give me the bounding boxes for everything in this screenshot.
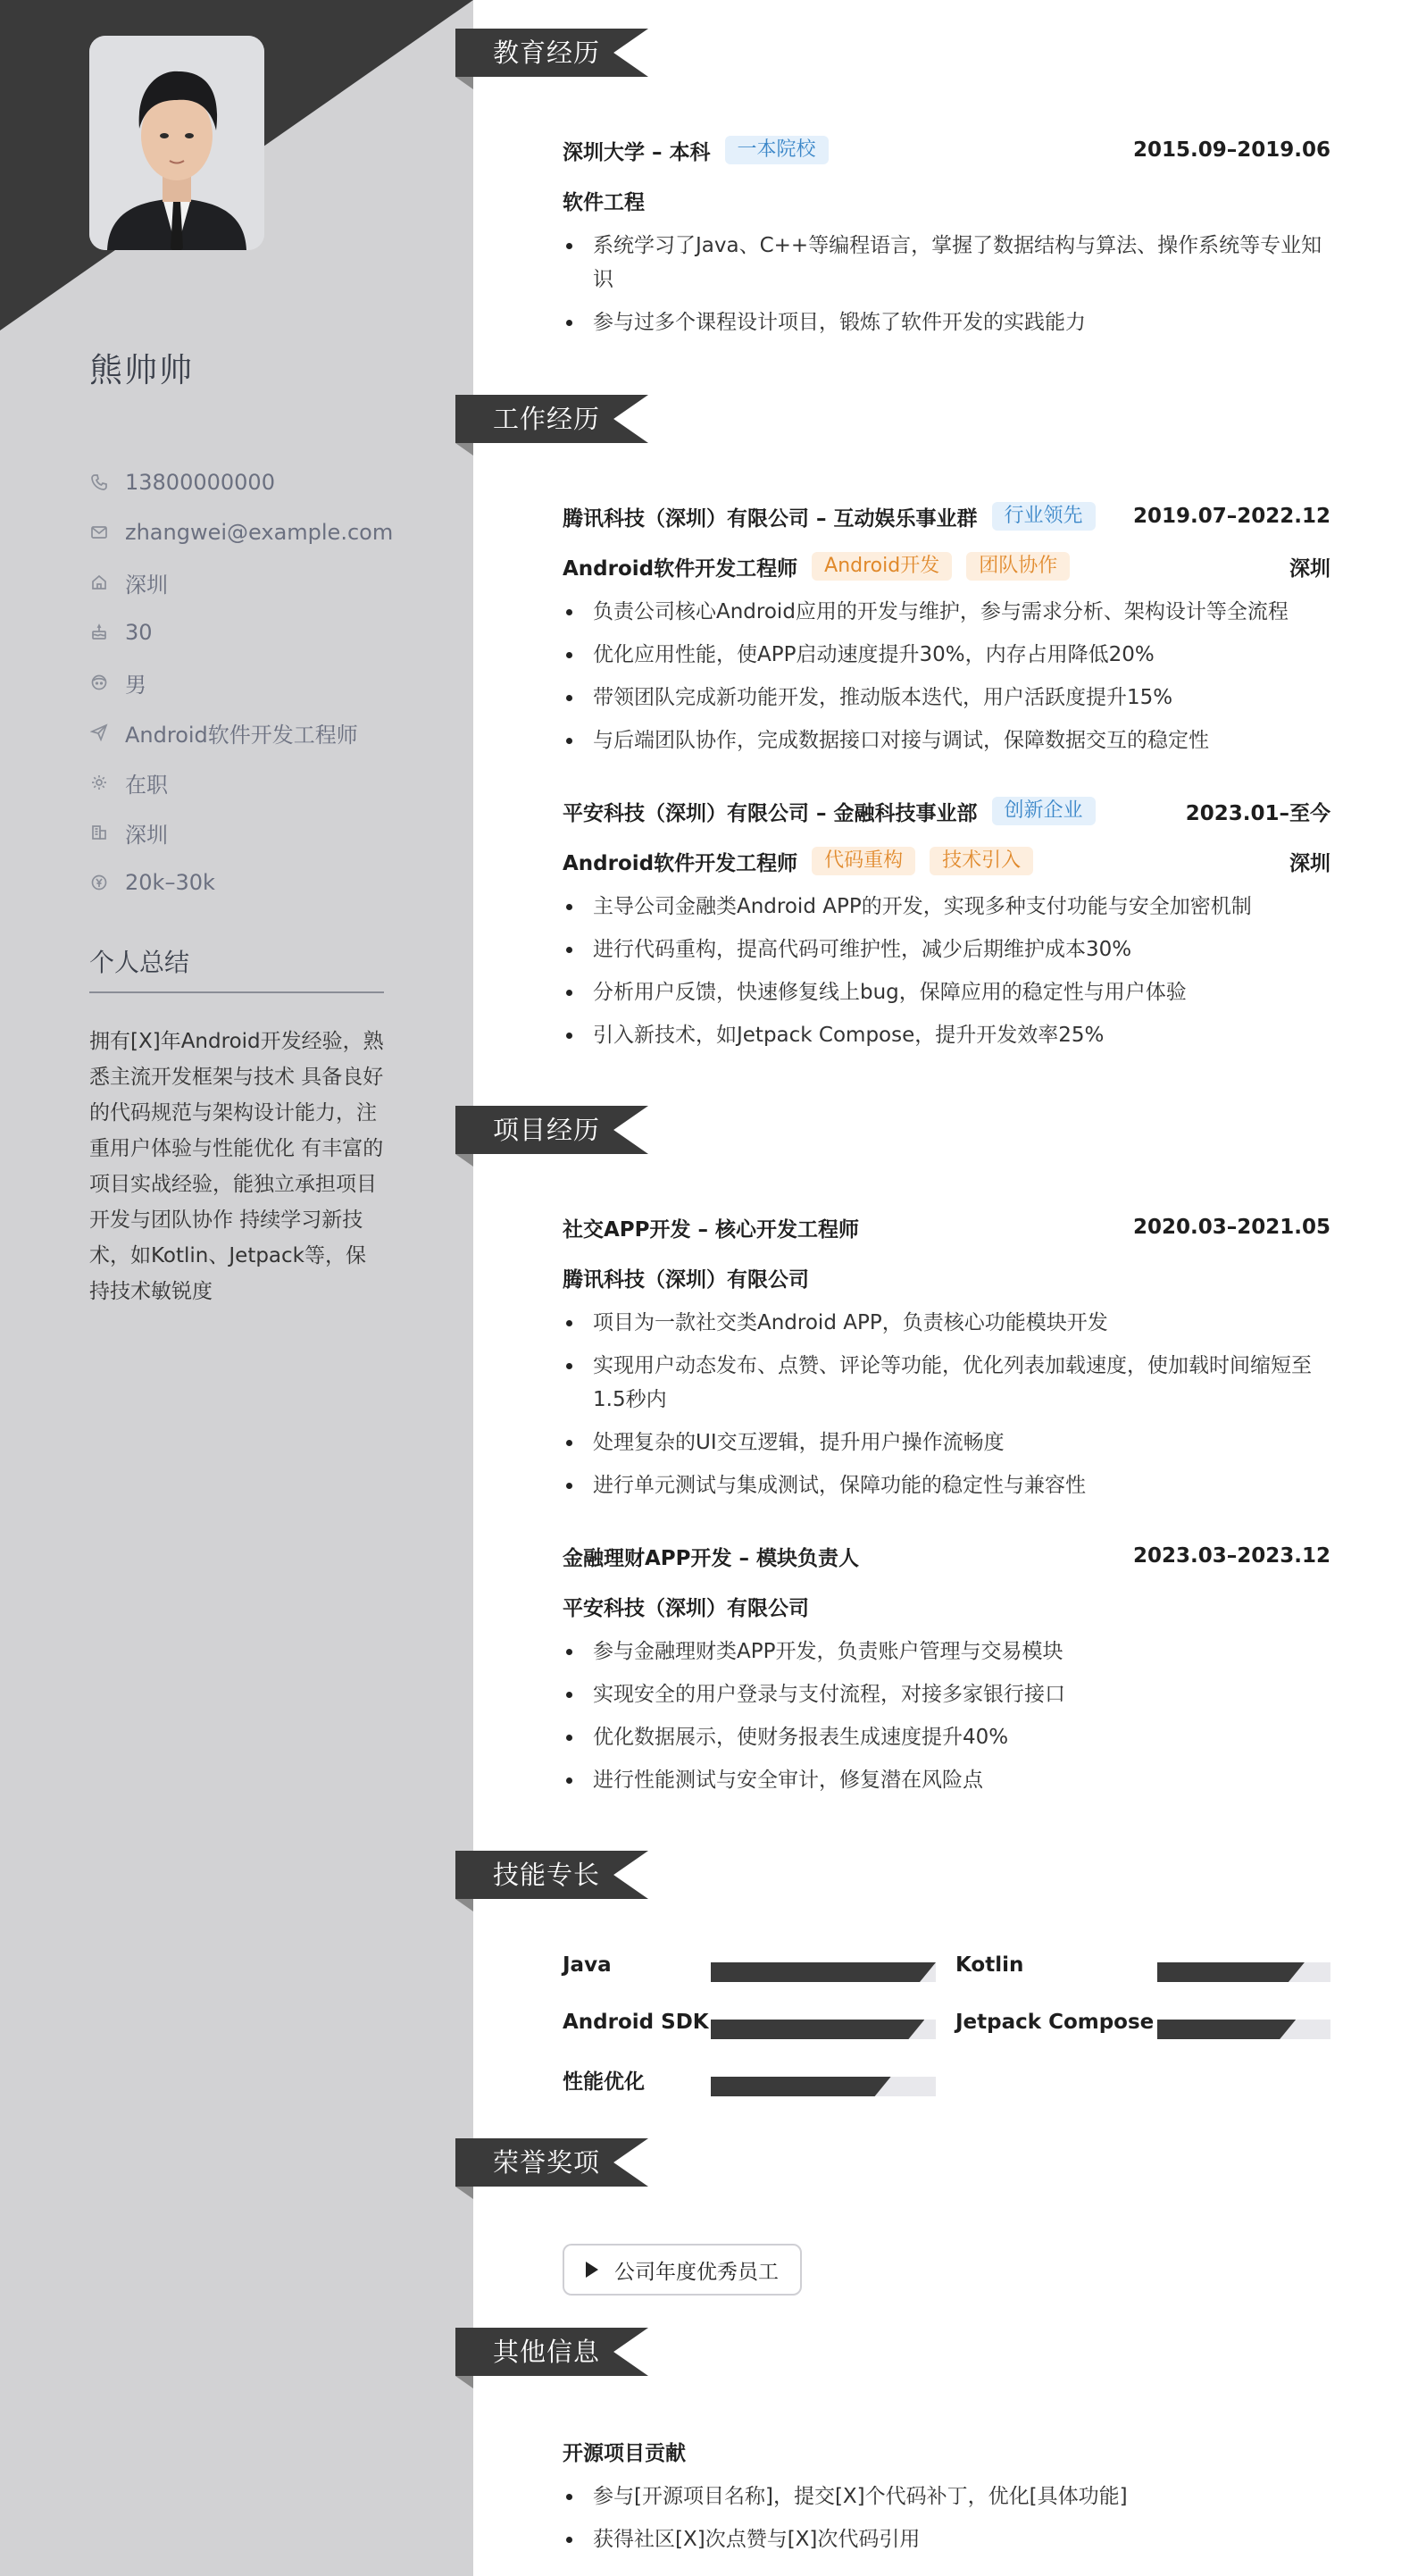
school-tag: 一本院校: [725, 136, 829, 164]
list-item: 进行单元测试与集成测试，保障功能的稳定性与兼容性: [563, 1468, 1330, 1502]
work-city: 深圳: [1289, 851, 1330, 875]
gear-icon: [89, 773, 109, 792]
info-age: [89, 607, 393, 657]
section-projects-title: 项目经历: [493, 1115, 601, 1145]
target-city-value: 深圳: [125, 822, 168, 848]
phone-value: 13800000000: [125, 470, 275, 495]
summary-text: 拥有[X]年Android开发经验，熟悉主流开发框架与技术 具备良好的代码规范与架构设计能力，注重用户体验与性能优化 有丰富的项目实战经验，能独立承担项目开发与团队协作 持续学习新技术，如Kotlin、Jetpack等，保持技术敏锐度: [89, 1030, 384, 1303]
skill-bar: [1157, 2020, 1330, 2039]
list-item: 系统学习了Java、C++等编程语言，掌握了数据结构与算法、操作系统等专业知识: [563, 229, 1330, 297]
contact-info-list: [89, 457, 393, 907]
section-skills: [455, 1851, 652, 1901]
skill-bar: [1157, 1962, 1330, 1982]
gender-face-icon: [89, 673, 109, 692]
work-bullets: [563, 890, 1330, 1052]
skill-name: 性能优化: [563, 2070, 645, 2094]
project-company: 平安科技（深圳）有限公司: [563, 1596, 809, 1620]
info-target-city: [89, 807, 393, 857]
other-bullets: [563, 2480, 1330, 2556]
school-name: 深圳大学 – 本科: [563, 140, 711, 164]
project-bullets: [563, 1635, 1330, 1797]
project-entry-2: [563, 1538, 1330, 1806]
company-tag: 行业领先: [992, 502, 1096, 531]
status-value: 在职: [125, 772, 168, 798]
list-item: 引入新技术，如Jetpack Compose，提升开发效率25%: [563, 1018, 1330, 1052]
skill-bar-fill: [1157, 2020, 1296, 2039]
list-item: 带领团队完成新功能开发，推动版本迭代，用户活跃度提升15%: [563, 681, 1330, 715]
skill-item: [563, 1947, 612, 1983]
major-name: 软件工程: [563, 190, 645, 214]
home-icon: [89, 573, 109, 592]
list-item: 进行性能测试与安全审计，修复潜在风险点: [563, 1763, 1330, 1797]
info-location: [89, 557, 393, 607]
avatar: [89, 36, 264, 250]
education-entry: [563, 132, 1330, 348]
project-name: 金融理财APP开发 – 模块负责人: [563, 1546, 860, 1570]
info-status: [89, 757, 393, 807]
skill-bar-fill: [711, 1962, 936, 1982]
list-item: 分析用户反馈，快速修复线上bug，保障应用的稳定性与用户体验: [563, 975, 1330, 1009]
info-email: [89, 507, 393, 557]
project-date: 2023.03–2023.12: [1132, 1544, 1330, 1568]
skill-bar-fill: [711, 2077, 891, 2096]
company-tag: 创新企业: [992, 797, 1096, 825]
skill-bar-fill: [711, 2020, 924, 2039]
list-item: 主导公司金融类Android APP的开发，实现多种支付功能与安全加密机制: [563, 890, 1330, 924]
list-item: 负责公司核心Android应用的开发与维护，参与需求分析、架构设计等全流程: [563, 595, 1330, 629]
other-entry: [563, 2433, 1330, 2565]
role-tag: Android开发: [812, 552, 952, 581]
skill-name: Jetpack Compose: [955, 2011, 1155, 2034]
skill-item: [955, 1947, 1023, 1983]
skill-bar: [711, 1962, 936, 1982]
work-city: 深圳: [1289, 556, 1330, 581]
list-item: 实现安全的用户登录与支付流程，对接多家银行接口: [563, 1677, 1330, 1711]
skill-name: Java: [563, 1953, 612, 1977]
role-name: Android软件开发工程师: [563, 556, 798, 581]
project-date: 2020.03–2021.05: [1132, 1216, 1330, 1239]
list-item: 项目为一款社交类Android APP，负责核心功能模块开发: [563, 1306, 1330, 1340]
section-education: [455, 29, 652, 79]
section-honors-title: 荣誉奖项: [493, 2147, 601, 2178]
list-item: 参与金融理财类APP开发，负责账户管理与交易模块: [563, 1635, 1330, 1669]
section-education-title: 教育经历: [493, 38, 601, 68]
section-projects: [455, 1106, 652, 1156]
main-content: [473, 0, 1418, 2576]
gender-value: 男: [125, 672, 146, 698]
info-position: [89, 707, 393, 757]
work-entry-1: [563, 498, 1330, 766]
info-salary: [89, 857, 393, 907]
work-entry-2: [563, 793, 1330, 1061]
skill-bar-fill: [1157, 1962, 1305, 1982]
list-item: 优化应用性能，使APP启动速度提升30%，内存占用降低20%: [563, 638, 1330, 672]
play-icon: [586, 2262, 598, 2278]
list-item: 实现用户动态发布、点赞、评论等功能，优化列表加载速度，使加载时间缩短至1.5秒内: [563, 1349, 1330, 1417]
skill-name: Kotlin: [955, 1953, 1024, 1977]
work-date: 2019.07–2022.12: [1132, 505, 1330, 528]
portrait-image: [89, 36, 264, 250]
role-tag: 技术引入: [930, 847, 1033, 875]
education-bullets: [563, 229, 1330, 339]
project-company: 腾讯科技（深圳）有限公司: [563, 1267, 809, 1292]
project-bullets: [563, 1306, 1330, 1502]
phone-icon: [89, 473, 109, 492]
info-phone: [89, 457, 393, 507]
location-value: 深圳: [125, 572, 168, 598]
skill-bar: [711, 2020, 936, 2039]
award-item[interactable]: [563, 2244, 802, 2296]
info-gender: [89, 657, 393, 707]
summary-heading: 个人总结: [89, 943, 384, 993]
building-icon: [89, 823, 109, 842]
work-date: 2023.01–至今: [1185, 801, 1330, 825]
section-work-title: 工作经历: [493, 404, 601, 434]
sidebar: [0, 0, 473, 2576]
cake-icon: [89, 623, 109, 642]
skill-item: [563, 2062, 645, 2097]
project-name: 社交APP开发 – 核心开发工程师: [563, 1217, 860, 1242]
skill-item: [563, 2004, 709, 2040]
section-other-title: 其他信息: [493, 2337, 601, 2367]
salary-value: 20k–30k: [125, 870, 215, 895]
list-item: 进行代码重构，提高代码可维护性，减少后期维护成本30%: [563, 933, 1330, 966]
list-item: 获得社区[X]次点赞与[X]次代码引用: [563, 2522, 1330, 2556]
skill-bar: [711, 2077, 936, 2096]
send-icon: [89, 723, 109, 742]
company-name: 腾讯科技（深圳）有限公司 – 互动娱乐事业群: [563, 506, 978, 531]
section-other: [455, 2328, 652, 2378]
position-value: Android软件开发工程师: [125, 722, 358, 748]
list-item: 参与过多个课程设计项目，锻炼了软件开发的实践能力: [563, 305, 1330, 339]
list-item: 优化数据展示，使财务报表生成速度提升40%: [563, 1720, 1330, 1754]
skill-item: [955, 2004, 1154, 2040]
education-date: 2015.09–2019.06: [1132, 138, 1330, 162]
age-value: 30: [125, 620, 153, 645]
money-icon: [89, 873, 109, 892]
list-item: 处理复杂的UI交互逻辑，提升用户操作流畅度: [563, 1426, 1330, 1459]
other-title: 开源项目贡献: [563, 2441, 686, 2465]
section-honors: [455, 2138, 652, 2188]
role-name: Android软件开发工程师: [563, 851, 798, 875]
role-tag: 代码重构: [812, 847, 915, 875]
section-work: [455, 395, 652, 445]
list-item: 参与[开源项目名称]，提交[X]个代码补丁，优化[具体功能]: [563, 2480, 1330, 2513]
section-skills-title: 技能专长: [493, 1860, 601, 1890]
list-item: 与后端团队协作，完成数据接口对接与调试，保障数据交互的稳定性: [563, 723, 1330, 757]
skill-name: Android SDK: [563, 2011, 709, 2034]
role-tag: 团队协作: [966, 552, 1070, 581]
email-value: zhangwei@example.com: [125, 520, 394, 545]
mail-icon: [89, 523, 109, 542]
award-label: 公司年度优秀员工: [614, 2260, 779, 2284]
work-bullets: [563, 595, 1330, 757]
project-entry-1: [563, 1209, 1330, 1511]
candidate-name: 熊帅帅: [89, 351, 194, 389]
company-name: 平安科技（深圳）有限公司 – 金融科技事业部: [563, 801, 978, 825]
